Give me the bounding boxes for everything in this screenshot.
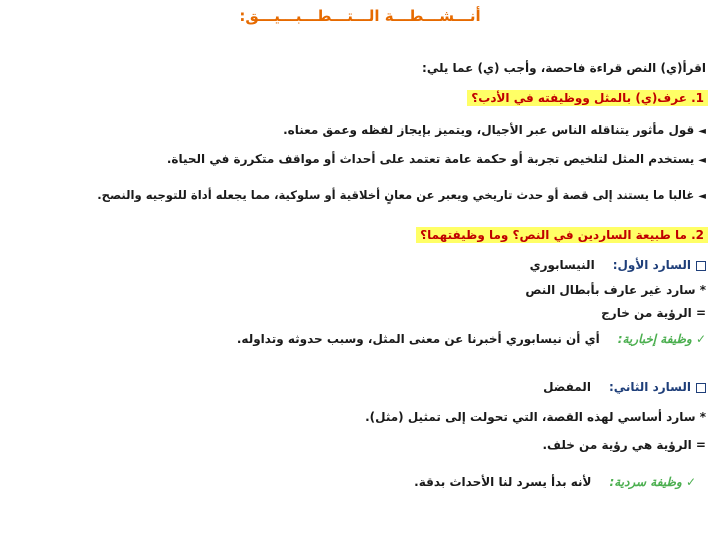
narrator-2-function-label: وظيفة سردية: (609, 475, 682, 489)
narrator-1-function: ✓ وظيفة إخبارية:أي أن نيسابوري أخبرنا عن معنى المثل، وسبب حدوثه وتداوله. (236, 332, 706, 346)
checkbox-icon (696, 383, 706, 393)
narrator-1-trait: * سارد غير عارف بأبطال النص (525, 283, 706, 297)
question-2-label: 2. ما طبيعة الساردين في النص؟ وما وظيفتهما؟ (416, 227, 708, 243)
narrator-1-function-label: وظيفة إخبارية: (617, 332, 692, 346)
list-item: ◄يستخدم المثل لتلخيص تجربة أو حكمة عامة تعتمد على أحداث أو مواقف متكررة في الحياة. (167, 150, 706, 170)
arrow-left-icon: ◄ (698, 155, 706, 166)
narrator-1-name: النيسابوري (529, 258, 595, 272)
narrator-2-name: المفضل (543, 380, 591, 394)
instruction-text: اقرأ(ي) النص قراءة فاحصة، وأجب (ي) عما يلي: (422, 61, 706, 75)
question-1-label: 1. عرف(ي) بالمثل ووظيفته في الأدب؟ (467, 90, 708, 106)
page-title: أنـــشـــطـــة الـــتـــطـــبـــيـــق: (239, 7, 481, 25)
narrator-2-heading: السارد الثاني:المفضل (543, 378, 706, 396)
arrow-left-icon: ◄ (698, 191, 706, 202)
question-1 (467, 89, 708, 107)
list-item: ◄قول مأثور يتناقله الناس عبر الأجيال، ويتميز بإيجاز لفظه وعمق معناه. (283, 121, 706, 141)
check-mark-icon: ✓ (695, 332, 706, 346)
narrator-1-heading: السارد الأول:النيسابوري (530, 256, 706, 274)
narrator-2-trait: * سارد أساسي لهذه القصة، التي تحولت إلى تمثيل (مثل). (365, 410, 706, 424)
narrator-1-vision: = الرؤية من خارج (601, 306, 706, 320)
narrator-2-vision: = الرؤية هي رؤية من خلف. (542, 438, 706, 452)
question-2 (416, 226, 708, 244)
narrator-2-function: ✓ وظيفة سردية:لأنه بدأ يسرد لنا الأحداث بدقة. (414, 475, 696, 489)
check-mark-icon: ✓ (685, 475, 696, 489)
checkbox-icon (696, 261, 706, 271)
arrow-left-icon: ◄ (698, 126, 706, 137)
list-item: ◄غالبا ما يستند إلى قصة أو حدث تاريخي ويعبر عن معانٍ أخلاقية أو سلوكية، مما يجعله أداة للتوجيه والنصح. (97, 186, 706, 206)
